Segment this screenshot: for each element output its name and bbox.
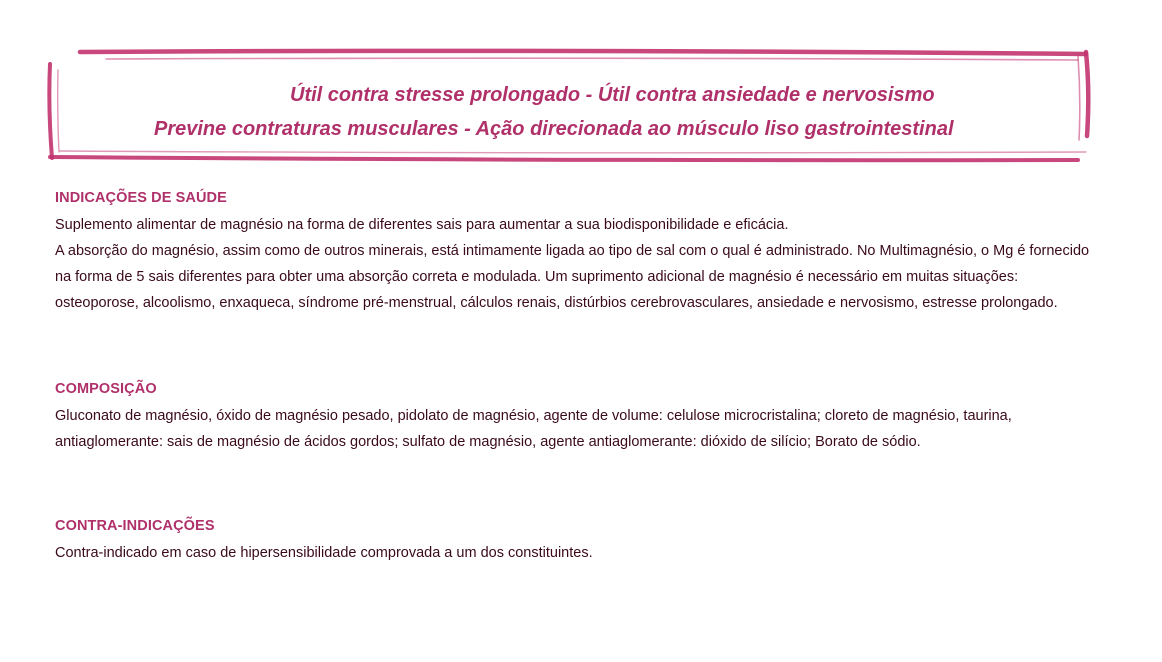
section-composition xyxy=(55,381,1105,455)
banner-tagline-1: Útil contra stresse prolongado - Útil contra ansiedade e nervosismo xyxy=(290,84,935,106)
section-paragraph: Contra-indicado em caso de hipersensibilidade comprovada a um dos constituintes. xyxy=(55,545,593,561)
section-contraindications xyxy=(55,518,1105,566)
section-title: CONTRA-INDICAÇÕES xyxy=(55,518,215,534)
section-paragraph: A absorção do magnésio, assim como de outros minerais, está intimamente ligada ao tipo de sal com o qual é administrado. No Multimagnésio, o Mg é fornecido na forma de 5 sais diferentes para obter uma absorção correta e modulada. Um suprimento adicional de magnésio é necessário em muitas situações: osteoporose, alcoolismo, enxaqueca, síndrome pré-menstrual, cálculos renais, distúrbios cerebrovasculares, ansiedade e nervosismo, estresse prolongado. xyxy=(55,243,1090,311)
highlight-banner xyxy=(46,48,1092,166)
section-health-indications xyxy=(55,190,1105,316)
section-title: COMPOSIÇÃO xyxy=(55,381,157,397)
brush-frame-graphic xyxy=(46,48,1092,166)
section-paragraph: Suplemento alimentar de magnésio na forma de diferentes sais para aumentar a sua biodisponibilidade e eficácia. xyxy=(55,217,789,233)
section-title: INDICAÇÕES DE SAÚDE xyxy=(55,190,227,206)
banner-tagline-2: Previne contraturas musculares - Ação direcionada ao músculo liso gastrointestinal xyxy=(154,118,954,140)
section-paragraph: Gluconato de magnésio, óxido de magnésio pesado, pidolato de magnésio, agente de volume: celulose microcristalina; cloreto de magnésio, taurina, antiaglomerante: sais de magnésio de ácidos gordos; sulfato de magnésio, agente antiaglomerante: dióxido de silício; Borato de sódio. xyxy=(55,408,1012,450)
